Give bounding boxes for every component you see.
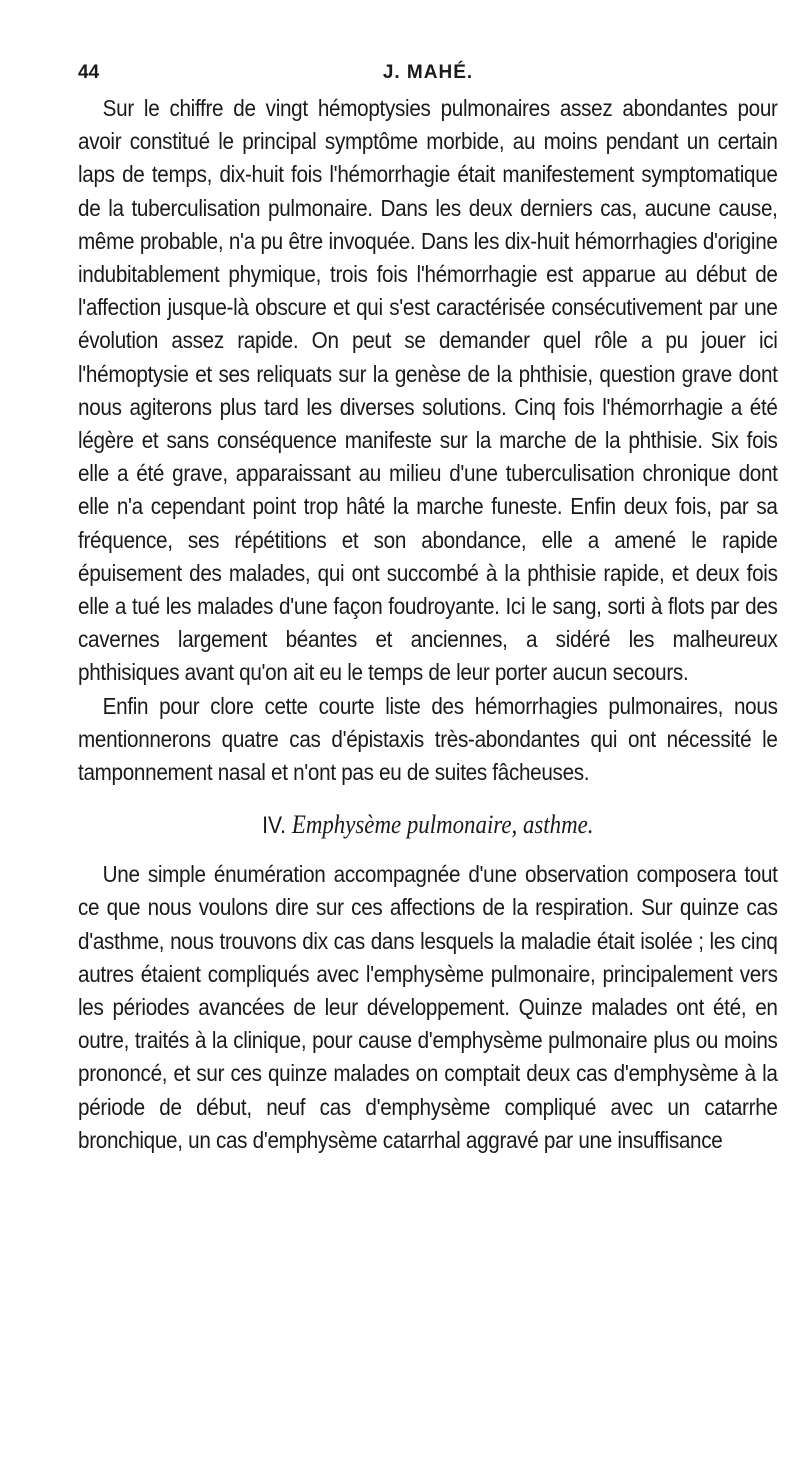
running-title: J. MAHÉ. xyxy=(382,62,474,83)
page-number: 44 xyxy=(78,62,100,83)
running-head xyxy=(78,58,778,92)
paragraph-hemoptysis: Sur le chiffre de vingt hémoptysies pulmonaires assez abondantes pour avoir constitué le principal symptôme morbide, au moins pendant un certain laps de temps, dix-huit fois l'hémorrhagie était manifestement symptomatique de la tuberculisation pulmonaire. Dans les deux derniers cas, aucune cause, même probable, n'a pu être invoquée. Dans les dix-huit hémorrhagies d'origine indubitablement phymique, trois fois l'hémorrhagie est apparue au début de l'affection jusque-là obscure et qui s'est caractérisée consécutivement par une évolution assez rapide. On peut se demander quel rôle a pu jouer ici l'hémoptysie et ses reliquats sur la genèse de la phthisie, question grave dont nous agiterons plus tard les diverses solutions. Cinq fois l'hémorrhagie a été légère et sans conséquence manifeste sur la marche de la phthisie. Six fois elle a été grave, apparaissant au milieu d'une tuberculisation chronique dont elle n'a cependant point trop hâté la marche funeste. Enfin deux fois, par sa fréquence, ses répétitions et son abondance, elle a amené le rapide épuisement des malades, qui ont succombé à la phthisie rapide, et deux fois elle a tué les malades d'une façon foudroyante. Ici le sang, sorti à flots par des cavernes largement béantes et anciennes, a sidéré les malheureux phthisiques avant qu'on ait eu le temps de leur porter aucun secours. xyxy=(78,95,778,686)
section-number: IV. xyxy=(262,812,286,840)
section-heading xyxy=(78,809,778,842)
paragraph-asthma: Une simple énumération accompagnée d'une observation composera tout ce que nous voulons dire sur ces affections de la respiration. Sur quinze cas d'asthme, nous trouvons dix cas dans lesquels la maladie était isolée ; les cinq autres étaient compliqués avec l'emphysème pulmonaire, principalement vers les périodes avancées de leur développement. Quinze malades ont été, en outre, traités à la clinique, pour cause d'emphysème pulmonaire plus ou moins prononcé, et sur ces quinze malades on comptait deux cas d'emphysème à la période de début, neuf cas d'emphysème compliqué avec un catarrhe bronchique, un cas d'emphysème catarrhal aggravé par une insuffisance xyxy=(78,861,778,1153)
paragraph-epistaxis: Enfin pour clore cette courte liste des hémorrhagies pulmonaires, nous mentionnerons quatre cas d'épistaxis très-abondantes qui ont nécessité le tamponnement nasal et n'ont pas eu de suites fâcheuses. xyxy=(78,692,778,786)
body-text xyxy=(78,92,778,1157)
section-title: Emphysème pulmonaire, asthme. xyxy=(291,810,594,840)
